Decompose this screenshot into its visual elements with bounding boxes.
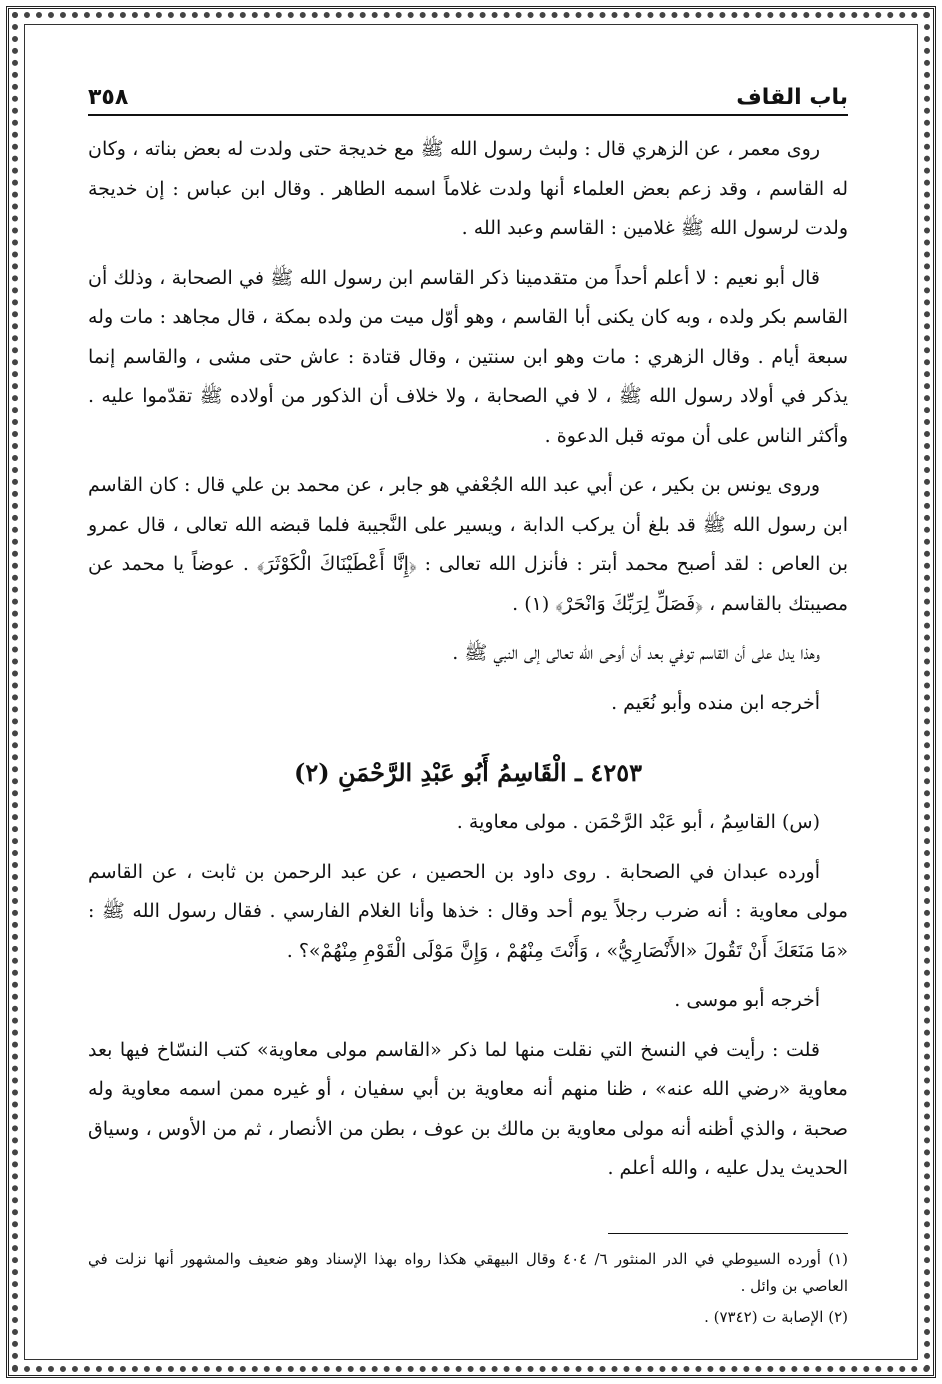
page-content: [88, 76, 848, 1335]
paragraph: قلت : رأيت في النسخ التي نقلت منها لما ذكر «القاسم مولى معاوية» كتب النسّاخ فيها بعد معاوية «رضي الله عنه» ، ظنا منهم أنه معاوية بن أبي سفيان ، أو غيره ممن اسمه معاوية وله صحبة ، والذي أظنه أنه مولى معاوية بن مالك بن عوف ، بطن من الأنصار ، ثم من الأوس ، وسياق الحديث يدل عليه ، والله أعلم .: [88, 1038, 848, 1179]
paragraph: (س) القاسِمُ ، أبو عَبْد الرَّحْمَن . مولى معاوية .: [456, 811, 820, 833]
footnote: (٢) الإصابة ت (٧٣٤٢) .: [704, 1307, 848, 1326]
paragraph: أورده عبدان في الصحابة . روى داود بن الحصين ، عن عبد الرحمن بن ثابت ، عن القاسم مولى معاوية : أنه ضرب رجلاً يوم أحد وقال : خذها وأنا الغلام الفارسي . فقال رسول الله ﷺ : «مَا مَنَعَكَ أَنْ تَقُولَ «الأَنْصَارِيُّ» ، وَأَنْتَ مِنْهُمْ ، وَإِنَّ مَوْلَى الْقَوْمِ مِنْهُمْ»؟ .: [88, 860, 848, 962]
entry-title: ٤٢٥٣ ـ الْقَاسِمُ أَبُو عَبْدِ الرَّحْمَنِ (٢): [294, 758, 642, 787]
paragraph: قال أبو نعيم : لا أعلم أحداً من متقدمينا ذكر القاسم ابن رسول الله ﷺ في الصحابة ، وذلك أن القاسم بكر ولده ، وبه كان يكنى أبا القاسم ، وهو أوّل ميت من ولده بمكة ، قال مجاهد : مات وله سبعة أيام . وقال الزهري : مات وهو ابن سنتين ، وقال قتادة : عاش حتى مشى ، والقاسم إنما يذكر في أولاد رسول الله ﷺ ، لا في الصحابة ، ولا خلاف أن الذكور من أولاده ﷺ تقدّموا عليه . وأكثر الناس على أن موته قبل الدعوة .: [88, 266, 848, 447]
paragraph: أخرجه أبو موسى .: [674, 989, 820, 1011]
footnote: (١) أورده السيوطي في الدر المنثور ٦/ ٤٠٤ وقال البيهقي هكذا رواه بهذا الإسناد وهو ضعيف والمشهور أنها نزلت في العاصي بن وائل .: [88, 1249, 848, 1295]
running-title: باب القاف: [736, 85, 848, 110]
page-header: [88, 76, 848, 116]
footnote-divider: [608, 1233, 848, 1234]
paragraph: وروى يونس بن بكير ، عن أبي عبد الله الجُعْفي هو جابر ، عن محمد بن علي قال : كان القاسم ابن رسول الله ﷺ قد بلغ أن يركب الدابة ، ويسير على النَّجيبة فلما قبضه الله تعالى ، قال عمرو بن العاص : لقد أصبح محمد أبتر : فأنزل الله تعالى : ﴿إِنَّا أَعْطَيْنَاكَ الْكَوْثَرَ﴾ . عوضاً يا محمد عن مصيبتك بالقاسم ، ﴿فَصَلِّ لِرَبِّكَ وَانْحَرْ﴾ (١) .: [88, 474, 848, 615]
page-number: ٣٥٨: [88, 85, 129, 110]
paragraph: وهذا يدل على أن القاسم توفي بعد أن أوحى الله تعالى إلى النبي ﷺ .: [452, 642, 820, 664]
paragraph: أخرجه ابن منده وأبو نُعَيم .: [611, 691, 820, 714]
paragraph: روى معمر ، عن الزهري قال : ولبث رسول الله ﷺ مع خديجة حتى ولدت له بعض بناته ، وكان له القاسم ، وقد زعم بعض العلماء أنها ولدت غلاماً اسمه الطاهر . وقال ابن عباس : إن خديجة ولدت لرسول الله ﷺ غلامين : القاسم وعبد الله .: [88, 138, 848, 239]
